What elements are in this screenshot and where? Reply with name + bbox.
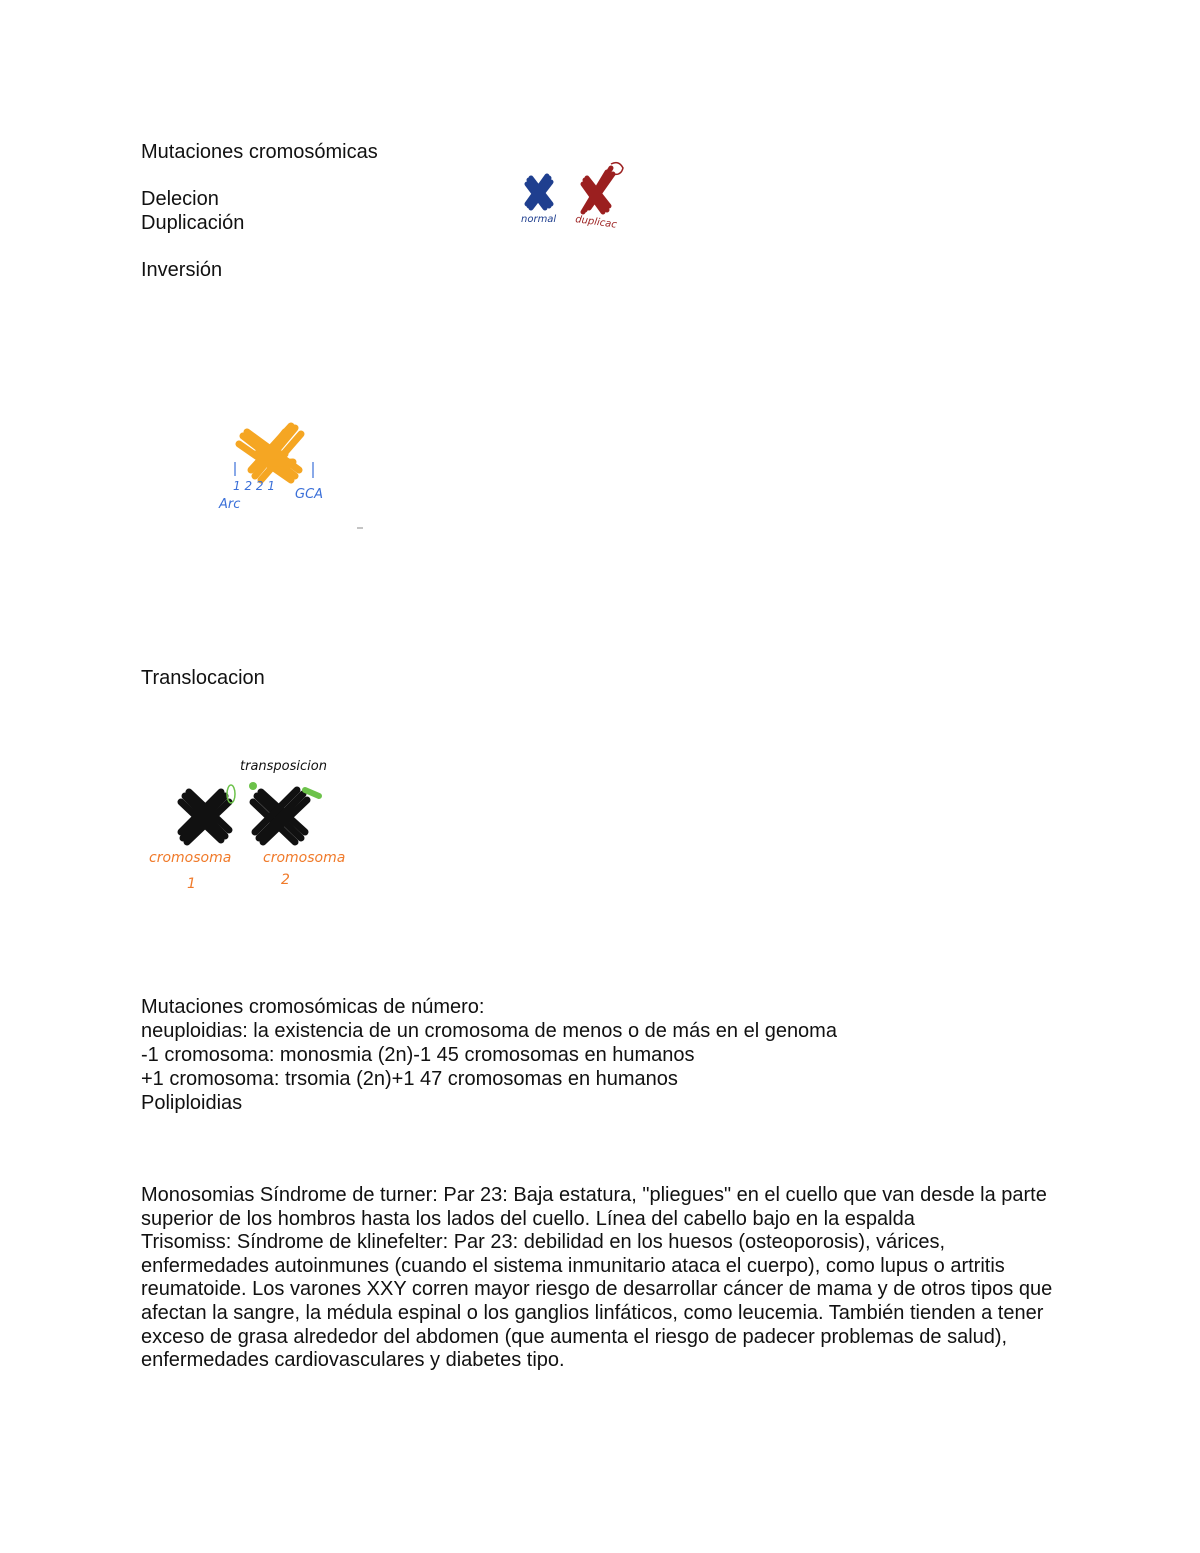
numeric-line-poliploidias: Poliploidias <box>141 1092 243 1114</box>
inversion-marks-label: 1 2 2 1 <box>233 479 275 493</box>
chromosome-1-label: cromosoma <box>149 850 232 866</box>
numeric-line-trisomia: +1 cromosoma: trsomia (2n)+1 47 cromosomas en humanos <box>141 1068 678 1090</box>
item-delecion: Delecion <box>141 188 219 210</box>
translocation-sketch <box>145 752 370 894</box>
item-translocacion: Translocacion <box>141 667 265 689</box>
duplication-sketch <box>515 160 630 232</box>
normal-chromosome-drawing <box>527 176 551 208</box>
moving-segment <box>249 782 257 790</box>
item-inversion: Inversión <box>141 259 223 281</box>
chromosome-2-drawing <box>253 790 307 842</box>
numeric-line-monosomia: -1 cromosoma: monosmia (2n)-1 45 cromosomas en humanos <box>141 1044 695 1066</box>
numeric-line-neuploidias: neuploidias: la existencia de un cromosoma de menos o de más en el genoma <box>141 1020 837 1042</box>
inversion-label-left: Arc <box>219 497 241 512</box>
inversion-label-right: GCA <box>295 487 324 502</box>
numeric-title: Mutaciones cromosómicas de número: <box>141 996 485 1018</box>
item-duplicacion: Duplicación <box>141 212 245 234</box>
inversion-chromosome-drawing <box>239 426 301 480</box>
page-title: Mutaciones cromosómicas <box>141 141 378 163</box>
transposition-label: transposicion <box>240 759 327 774</box>
turner-paragraph: Monosomias Síndrome de turner: Par 23: Baja estatura, "pliegues" en el cuello que van desde la parte superior de los hombros hasta los lados del cuello. Línea del cabello bajo en la espalda <box>141 1184 1047 1230</box>
chromosome-2-index: 2 <box>281 872 290 888</box>
inversion-sketch <box>215 418 375 536</box>
chromosome-1-index: 1 <box>187 876 196 892</box>
attached-segment <box>305 790 319 796</box>
duplicated-label: duplicac <box>574 214 618 231</box>
klinefelter-paragraph: Trisomiss: Síndrome de klinefelter: Par 23: debilidad en los huesos (osteoporosis), várices, enfermedades autoinmunes (cuando el sistema inmunitario ataca el cuerpo), como lupus o artritis reumatoide. Los varones XXY corren mayor riesgo de desarrollar cáncer de mama y de otros tipos que afectan la sangre, la médula espinal o los ganglios linfáticos, como leucemia. También tienden a tener exceso de grasa alrededor del abdomen (que aumenta el riesgo de padecer problemas de salud), enfermedades cardiovasculares y diabetes tipo. <box>141 1231 1053 1372</box>
normal-label: normal <box>521 214 557 225</box>
chromosome-2-label: cromosoma <box>263 850 346 866</box>
duplicated-chromosome-drawing <box>583 168 613 212</box>
syndromes-section <box>141 1184 1061 1373</box>
chromosome-1-drawing <box>181 792 229 842</box>
